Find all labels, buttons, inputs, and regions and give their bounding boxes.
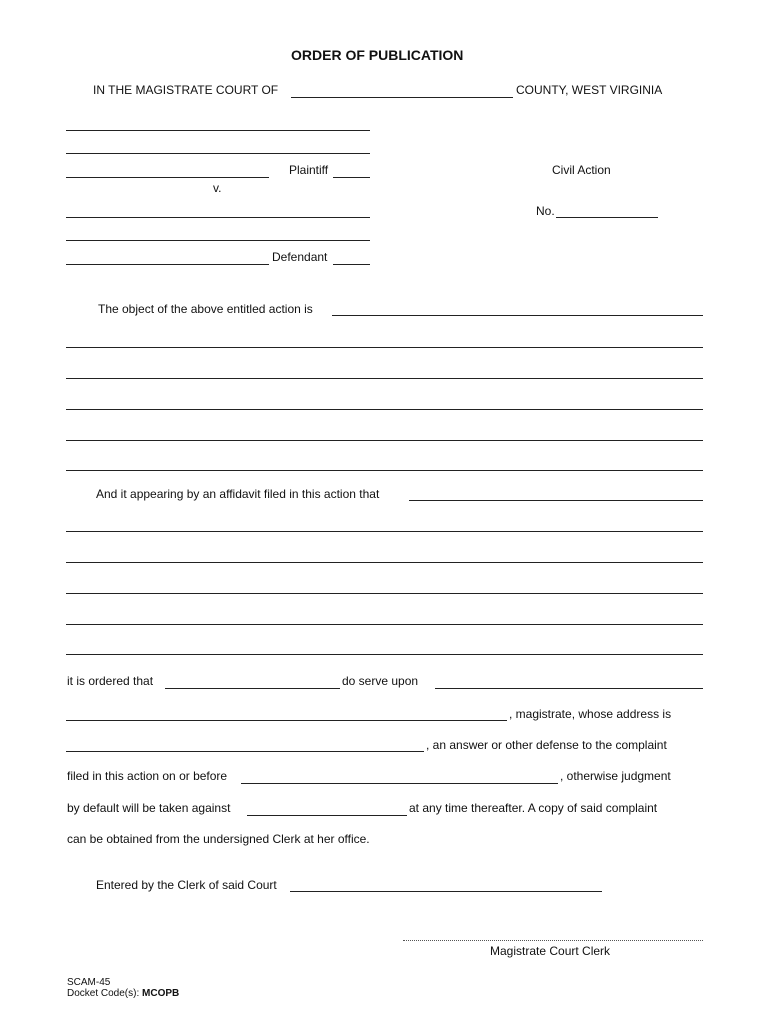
object-field-3[interactable]	[66, 378, 703, 379]
docket-code: MCOPB	[142, 988, 180, 999]
plaintiff-name-field-3[interactable]	[66, 177, 269, 178]
object-field-1[interactable]	[332, 315, 703, 316]
case-number-label: No.	[536, 204, 555, 218]
affidavit-field-6[interactable]	[66, 654, 703, 655]
affidavit-field-5[interactable]	[66, 624, 703, 625]
signature-line[interactable]	[403, 940, 703, 941]
entered-by-label: Entered by the Clerk of said Court	[96, 878, 277, 892]
copy-of-complaint-label: at any time thereafter. A copy of said complaint	[409, 801, 658, 815]
affidavit-field-4[interactable]	[66, 593, 703, 594]
object-field-2[interactable]	[66, 347, 703, 348]
page-title: ORDER OF PUBLICATION	[291, 47, 464, 63]
docket-code-line	[67, 988, 179, 999]
affidavit-field-2[interactable]	[66, 531, 703, 532]
case-number-field[interactable]	[556, 217, 658, 218]
plaintiff-suffix-field[interactable]	[333, 177, 370, 178]
entered-by-field[interactable]	[290, 891, 602, 892]
court-suffix-label: COUNTY, WEST VIRGINIA	[516, 83, 663, 97]
form-id: SCAM-45	[67, 977, 111, 988]
court-prefix-label: IN THE MAGISTRATE COURT OF	[93, 83, 279, 97]
answer-defense-label: , an answer or other defense to the complaint	[426, 738, 667, 752]
default-against-label: by default will be taken against	[67, 801, 231, 815]
defendant-label: Defendant	[272, 250, 328, 264]
magistrate-address-label: , magistrate, whose address is	[509, 707, 672, 721]
server-name-field[interactable]	[165, 688, 340, 689]
object-field-6[interactable]	[66, 470, 703, 471]
defendant-name-field-2[interactable]	[66, 240, 370, 241]
defendant-suffix-field[interactable]	[333, 264, 370, 265]
plaintiff-label: Plaintiff	[289, 163, 329, 177]
plaintiff-name-field-1[interactable]	[66, 130, 370, 131]
defendant-name-field-1[interactable]	[66, 217, 370, 218]
affidavit-field-3[interactable]	[66, 562, 703, 563]
plaintiff-name-field-2[interactable]	[66, 153, 370, 154]
county-field[interactable]	[291, 97, 513, 98]
otherwise-judgment-label: , otherwise judgment	[560, 769, 671, 783]
defendant-name-field-3[interactable]	[66, 264, 269, 265]
magistrate-address-field[interactable]	[66, 751, 424, 752]
default-party-field[interactable]	[247, 815, 407, 816]
civil-action-label: Civil Action	[552, 163, 611, 177]
filed-on-or-before-label: filed in this action on or before	[67, 769, 228, 783]
answer-deadline-field[interactable]	[241, 783, 558, 784]
obtained-from-clerk-label: can be obtained from the undersigned Clerk at her office.	[67, 832, 370, 846]
object-field-4[interactable]	[66, 409, 703, 410]
docket-label: Docket Code(s):	[67, 988, 140, 999]
versus-label: v.	[213, 181, 222, 195]
signature-label: Magistrate Court Clerk	[490, 944, 611, 958]
ordered-that-label: it is ordered that	[67, 674, 154, 688]
magistrate-name-field[interactable]	[66, 720, 507, 721]
object-field-5[interactable]	[66, 440, 703, 441]
affidavit-label: And it appearing by an affidavit filed in this action that	[96, 487, 380, 501]
do-serve-upon-label: do serve upon	[342, 674, 419, 688]
affidavit-field-1[interactable]	[409, 500, 703, 501]
object-label: The object of the above entitled action is	[98, 302, 313, 316]
served-party-field[interactable]	[435, 688, 703, 689]
